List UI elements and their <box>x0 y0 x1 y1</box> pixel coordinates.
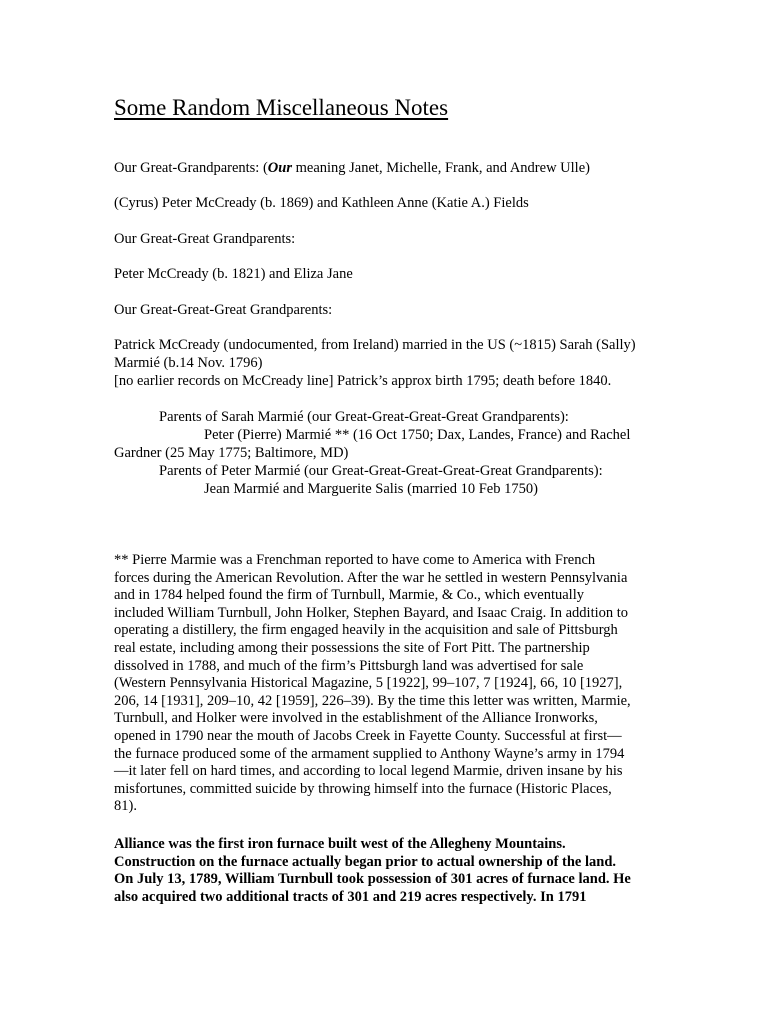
heading-prefix: Our Great-Grandparents: ( <box>114 160 268 176</box>
footnote-line: —it later fell on hard times, and according to local legend Marmie, driven insane by his <box>114 763 623 780</box>
alliance-paragraph <box>114 836 654 906</box>
footnote-line: the furnace produced some of the armament supplied to Anthony Wayne’s army in 1794 <box>114 745 625 762</box>
alliance-line: Alliance was the first iron furnace built west of the Allegheny Mountains. <box>114 836 566 852</box>
footnote-line: included William Turnbull, John Holker, Stephen Bayard, and Isaac Craig. In addition to <box>114 604 629 621</box>
footnote-line: opened in 1790 near the mouth of Jacobs Creek in Fayette County. Successful at first— <box>114 727 622 744</box>
footnote-line: real estate, including among their possessions the site of Fort Pitt. The partnership <box>114 639 590 656</box>
footnote-line: operating a distillery, the firm engaged heavily in the acquisition and sale of Pittsburgh <box>114 622 618 639</box>
great-great-great-grandparents-heading: Our Great-Great-Great Grandparents: <box>114 302 333 318</box>
alliance-line: also acquired two additional tracts of 301 and 219 acres respectively. In 1791 <box>114 888 587 905</box>
great-great-grandparents-names: Peter McCready (b. 1821) and Eliza Jane <box>114 266 353 282</box>
sarah-parents-line-2: Gardner (25 May 1775; Baltimore, MD) <box>114 445 349 461</box>
our-emphasis: Our <box>267 160 292 176</box>
alliance-line: Construction on the furnace actually began prior to actual ownership of the land. <box>114 853 617 870</box>
footnote-line: 81). <box>114 798 137 815</box>
patrick-line-2: Marmié (b.14 Nov. 1796) <box>114 355 263 371</box>
heading-suffix: meaning Janet, Michelle, Frank, and Andrew Ulle) <box>291 160 590 176</box>
great-grandparents-heading <box>114 160 590 177</box>
great-grandparents-names: (Cyrus) Peter McCready (b. 1869) and Kathleen Anne (Katie A.) Fields <box>114 195 529 211</box>
patrick-line-1: Patrick McCready (undocumented, from Ireland) married in the US (~1815) Sarah (Sally) <box>114 337 636 353</box>
footnote-line: misfortunes, committed suicide by throwing himself into the furnace (Historic Places, <box>114 780 612 797</box>
great-great-grandparents-heading: Our Great-Great Grandparents: <box>114 231 296 247</box>
footnote-line: dissolved in 1788, and much of the firm’s Pittsburgh land was advertised for sale <box>114 657 584 674</box>
footnote-line: 206, 14 [1931], 209–10, 42 [1959], 226–39). By the time this letter was written, Marmie, <box>114 692 631 709</box>
footnote-line: ** Pierre Marmie was a Frenchman reported to have come to America with French <box>114 552 596 568</box>
sarah-parents-line-1: Peter (Pierre) Marmié ** (16 Oct 1750; Dax, Landes, France) and Rachel <box>204 427 631 443</box>
footnote-line: and in 1784 helped found the firm of Turnbull, Marmie, & Co., which eventually <box>114 587 584 604</box>
alliance-line: On July 13, 1789, William Turnbull took possession of 301 acres of furnace land. He <box>114 871 631 888</box>
footnote-line: (Western Pennsylvania Historical Magazine, 5 [1922], 99–107, 7 [1924], 66, 10 [1927], <box>114 675 623 692</box>
peter-parents-heading: Parents of Peter Marmié (our Great-Great-Great-Great-Great Grandparents): <box>159 463 603 479</box>
sarah-parents-heading: Parents of Sarah Marmié (our Great-Great-Great-Great Grandparents): <box>159 409 569 425</box>
peter-parents-names: Jean Marmié and Marguerite Salis (married 10 Feb 1750) <box>204 481 538 497</box>
footnote-line: forces during the American Revolution. After the war he settled in western Pennsylvania <box>114 569 628 586</box>
footnote-paragraph <box>114 552 646 816</box>
patrick-line-3: [no earlier records on McCready line] Patrick’s approx birth 1795; death before 1840. <box>114 373 612 389</box>
footnote-line: Turnbull, and Holker were involved in the establishment of the Alliance Ironworks, <box>114 710 598 727</box>
page-title: Some Random Miscellaneous Notes <box>114 95 449 120</box>
